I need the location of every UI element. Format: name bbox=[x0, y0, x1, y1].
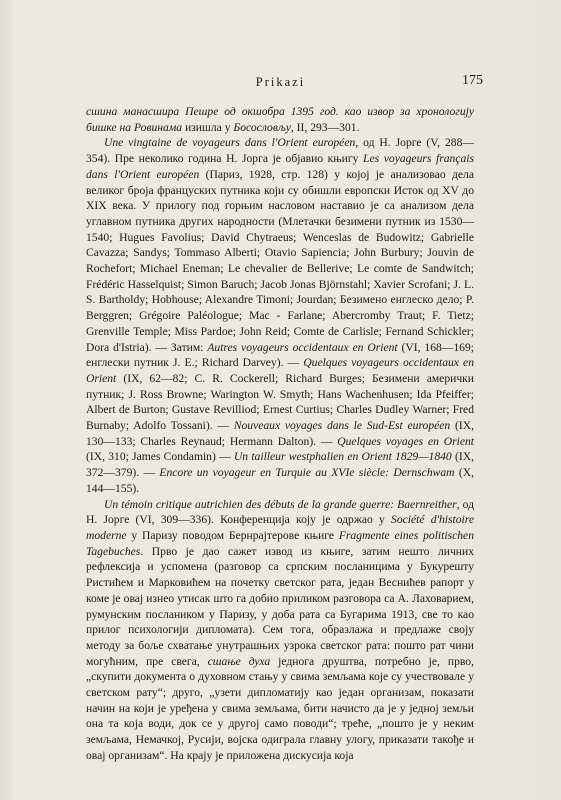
italic-run: Encore un voyageur en Turquie au XVIe siècle: Dernschwam bbox=[159, 466, 455, 480]
italic-run: Autres voyageurs occidentaux en Orient bbox=[207, 340, 398, 354]
italic-run: Les voyageurs français dans l'Orient européen bbox=[86, 152, 474, 181]
text-run: , од Н. Јорге (V, 288—354). Пре неколико година Н. Јорга је објавио књигу bbox=[86, 136, 474, 166]
page-header bbox=[0, 73, 561, 93]
text-run: (VI, 168—169; енглески путник J. E.; Richard Darvey). — bbox=[86, 340, 474, 370]
text-run: једнога друштва, потребно је, прво, „скупити документа о духовном стању у свима земљама које су учествовале у светском рату“; друго, „узети дипломатију као један организам, показати начин на који је уређена у свима земљама, бити начисто да је у једној земљи она та која води, док се у другој само поводи“; треће, „пошто је у неким земљама, Немачкој, Русији, војска одиграла главну улогу, приказати такође и овај организам“. На крају је приложена дискусија која bbox=[86, 654, 474, 762]
text-run: , од Н. Јорге (VI, 309—336). Конференција коју је одржао у bbox=[86, 497, 474, 527]
text-run: (X, 144—155). bbox=[86, 466, 474, 495]
italic-run: Une vingtaine de voyageurs dans l'Orient européen bbox=[104, 136, 356, 150]
italic-run: Société d'histoire moderne bbox=[86, 513, 474, 542]
page-number: 175 bbox=[462, 73, 483, 88]
body-text bbox=[86, 104, 474, 764]
italic-run: Nouveaux voyages dans le Sud-Est européen bbox=[233, 419, 451, 433]
text-run: (IX, 62—82; C. R. Cockerell; Richard Burges; Безимени амерички путник; J. Ross Browne; Warington W. Smyth; Hans Wachenhusen; Ida Pfeiffer; Albert de Burton; Gustave Revilliod; Ernest Curtius; Charles Dudley Warner; Fred Burnaby; Adolfo Tossani). — bbox=[86, 371, 474, 433]
text-run: (Париз, 1928, стр. 128) у којој је анализовао дела великог броја француских путника који су обишли европски Исток од XV до XIX века. У прилогу под горњим насловом наставио је са анализом дела углавном путника других народности (Млетачки безимени путник из 1530—1540; Hugues Favolius; David Chytraeus; Wenceslas de Budowitz; Gabrielle Cavazza; Sandys; Tommaso Alberti; Otavio Sapiencia; John Burbury; Jouvin de Rochefort; Michael Eneman; Le chevalier de Bellerive; Le comte de Sandwitch; Frédéric Hasselquist; Simon Baruch; Jacob Jonas Björnstahl; Xavier Scrofani; J. L. S. Bartholdy; Hobhouse; Alexandre Timoni; Jourdan; Безимено енглеско дело; P. Berggren; Grégoire Paléologue; Mac - Farlane; Abercromby Traut; F. Tietz; Grenville Temple; Miss Pardoe; John Reid; Comte de Carlisle; Fernand Schickler; Dora d'Istria). — Затим: bbox=[86, 167, 474, 354]
text-run: (IX, 310; James Condamin) — bbox=[86, 450, 234, 464]
paragraph-p2 bbox=[86, 135, 474, 496]
italic-run: Fragmente eines politischen Tagebuches bbox=[86, 528, 474, 558]
italic-run: сшање духа bbox=[207, 654, 271, 668]
text-run: (IX, 130—133; Charles Reynaud; Hermann Dalton). — bbox=[86, 419, 474, 448]
paragraph-p1 bbox=[86, 104, 474, 135]
text-run: , II, 293—301. bbox=[290, 120, 360, 134]
text-run: . Прво је дао сажет извод из књиге, затим нешто личних рефлексија и успомена (разговор са српским посланицима у Букурешту Ристићем и Марковићем на почетку светског рата, један Веснићев рапорт у коме је овај изнео утисак што га добио приликом разговора са А. Лаховарием, румунским послаником у Паризу, у доба рата са Бугарима 1913, све то као прилог психологији дипломата). Сем тога, образлажа и предлаже своју методу за боље схватање унутрашњих узрока светског рата: пошто рат чини могућним, пре свега, bbox=[86, 544, 474, 668]
text-run: у Паризу поводом Бернрајтерове књиге bbox=[126, 528, 339, 542]
running-head: Prikazi bbox=[255, 75, 306, 89]
text-run: (IX, 372—379). — bbox=[86, 450, 474, 480]
paragraph-p3 bbox=[86, 497, 474, 764]
italic-run: Босословљу bbox=[233, 120, 291, 134]
italic-run: Un témoin critique autrichien des débuts de la grande guerre: Baernreither bbox=[104, 497, 457, 511]
italic-run: сшина манасширa Пешре од окшобрa 1395 год. као извор за хронологију бишке на Ровинама bbox=[86, 105, 474, 134]
text-run: изишла у bbox=[182, 120, 234, 134]
italic-run: Quelques voyageurs occidentaux en Orient bbox=[86, 356, 474, 385]
italic-run: Un tailleur westphalien en Orient 1829—1840 bbox=[233, 450, 452, 464]
italic-run: Quelques voyages en Orient bbox=[337, 434, 474, 448]
